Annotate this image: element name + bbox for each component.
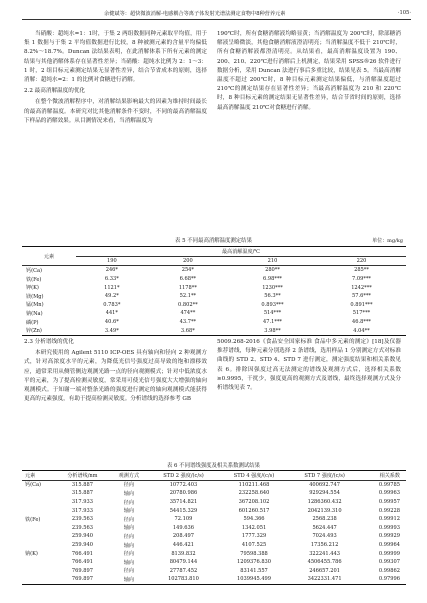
table-row: 锰(Mn) 0.783* 0.802** 0.893*** 0.891***	[26, 301, 373, 309]
table6-header: 分析谱线/nm	[67, 472, 98, 479]
paragraph: 5009.268-2016《食品安全国家标准 食品中多元素的测定》[18]及仪器推荐谱线，每种元素分别选择 2 条谱线，选用样品 1 分别测定方式对标准曲线的 STD 2、STD 4、STD 7 进行测定，测定强度结果和相关系数见表 6。排除因强度过高无法测定的谱线及观测方式后，选择相关系数≥0.9995，干扰少，强度更高的观测方式及谱线，最终选择观测方式及分析谱线见表 7。	[217, 339, 401, 392]
right-column-bottom	[217, 338, 401, 393]
table-row: 766.491 轴向 80479.144 1209376.830 4506455.786 0.99307	[71, 559, 400, 566]
table-row: 钠(K) 766.491 径向 8139.832 79598.388 322241.443 0.99999	[25, 550, 400, 558]
table-row: 铁(Fe) 6.33* 6.68** 6.98*** 7.09***	[26, 276, 371, 283]
table-row: 钾(K) 1121* 1178** 1230*** 1242***	[26, 284, 372, 292]
table5	[22, 246, 406, 336]
table5-temp-header: 190	[76, 256, 148, 266]
right-column-top	[217, 30, 401, 113]
header-citation: 余健斌等：超快微波消解-电感耦合等离子体发射光谱法测定食物中8种营养元素	[104, 11, 286, 17]
table-row: 769.897 径向 27787.452 83141.557 246657.201 0.99862	[71, 567, 400, 575]
table6-header: 元素	[25, 472, 36, 479]
table5-temp-header: 220	[317, 256, 406, 266]
table5-temp-header: 200	[148, 256, 228, 266]
table6-header: STD 7 强度/(c/s)	[304, 472, 345, 479]
table-row: 锌(Zn) 3.49* 3.68* 3.98** 4.04**	[22, 326, 406, 335]
table-row: 磷(P) 40.6* 43.7** 47.1*** 46.8***	[26, 319, 371, 326]
section-heading-2-2: 2.2 最高消解温度的优化	[24, 88, 86, 95]
table6-header: STD 4 强度/(c/s)	[233, 472, 275, 479]
paragraph: 当硝酸：超纯水=1：1时，于集 2 两组数据同种元素取平均值，用于集 1 数据与于集 2 平均值数据进行比较，8 种被测元素的含量平均偏低 8.2%～18.7%。Duncan 法结果表明，在此消解体系下所有元素的测定结果与其他消解体系存在显著性差异；当硝酸：超纯水比例为 2：1～3：1 时，2 组目标元素测定结果无显著性差异，结合节省成本的原则，选择消解：超纯水=2：1 的比例对食糖进行消解。	[24, 31, 207, 84]
table-row: 317.933 轴向 54415.329 601260.517 2042139.310 0.99228	[71, 507, 400, 515]
left-column-bottom	[24, 338, 207, 404]
table-row: 259.940 轴向 446.421 4107.525 17356.212 0.99964	[71, 542, 400, 549]
table5-col-element: 元素	[22, 247, 76, 266]
table6-header: 观测方式	[118, 472, 140, 479]
table-row: 259.940 径向 208.497 1777.329 7024.493 0.99929	[71, 533, 400, 540]
table-row: 铁(Fe) 239.563 径向 72.109 594.366 2568.238 0.99912	[25, 516, 400, 523]
paragraph: 在整个微波消解程序中，对消解结果影响最大的因素为维持时间最长的最高消解温度。本研究对比其他消解条件不变时，不同的最高消解温度下样品的消解效果。从目测情况来看，当消解温度为	[24, 99, 207, 124]
page-number: ·105·	[397, 10, 411, 16]
paragraph: 本研究使用的 Agilent 5110 ICP-OES 具有轴向和径向 2 种观测方式，针对高浓度水平的元素，为降低光信号强度过高导致的饱和漂移效应，通常采用从侧管侧边观测光路一点的径向观测模式；针对中低浓度水平的元素，为了提高检测灵敏度，常采用可使光信号强度大大增强的轴向观测模式。于知谢一端对整条光路的强度进行测定的轴向观测模式能获得更高的元素强度，有助于提高检测灵敏度。分析谱线的选择参考 GB	[24, 350, 207, 403]
table6-caption: 表 6 不同谱线强度及相关系数测试结果	[166, 463, 261, 469]
table-row: 317.933 径向 35714.821 367208.102 1286360.432 0.99957	[71, 499, 400, 506]
table5-caption: 表 5 不同最高消解温度测定结果	[175, 238, 252, 244]
table6	[22, 470, 406, 585]
section-heading-2-3: 2.3 分析谱线的优化	[24, 339, 74, 345]
running-header	[22, 8, 411, 20]
table-row: 239.563 轴向 149.636 1342.051 5624.447 0.99993	[71, 524, 400, 532]
table6-header: 相关系数	[379, 472, 400, 479]
table5-temp-header: 210	[228, 256, 317, 266]
table-row: 钙(Ca) 246* 254* 280** 285**	[26, 267, 369, 274]
table-row: 镁(Mg) 49.2* 52.1** 56.3** 57.6***	[26, 293, 371, 300]
table6-header: STD 2 强度/(c/s)	[163, 472, 204, 479]
table-row: 769.897 轴向 102783.810 1039945.499 3422331.471 0.97996	[22, 575, 406, 584]
paragraph: 190℃时，所有食糖消解液均略显黄；当消解温度为 200℃时，除部糖消解液呈略微淡，其他食糖消解液澄清明亮；当消解温度不低于 210℃时，所有食糖消解液都澄清明亮。从结果看，最高消解温度设置为 190、200、210、220℃进行消解后上机测定，结果采用 SPSS®26 软件进行数据分析，采用 Duncan 法进行事后多重比较，结果见表 5。当最高消解温度不超过 200℃时，8 种目标元素测定结果偏低，与消解温度超过 210℃的测定结果存在显著性差异；当最高消解温度为 210 和 220℃时，8 种目标元素的测定结果无显著性差异，结合节省时间的原则，选择最高消解温度 210℃对食糖进行消解。	[217, 31, 401, 111]
table-row: 钙(Ca) 315.887 径向 10772.403 110211.468 400692.747 0.99785	[25, 481, 400, 489]
table5-unit: 单位：mg/kg	[372, 238, 403, 244]
left-column-top	[24, 30, 207, 126]
table5-group-header: 最高消解温度/℃	[76, 247, 406, 257]
table-row: 钠(Na) 441* 474** 514*** 517***	[26, 310, 371, 317]
table-row: 315.887 轴向 20780.986 232258.640 929294.554 0.99963	[71, 490, 400, 497]
